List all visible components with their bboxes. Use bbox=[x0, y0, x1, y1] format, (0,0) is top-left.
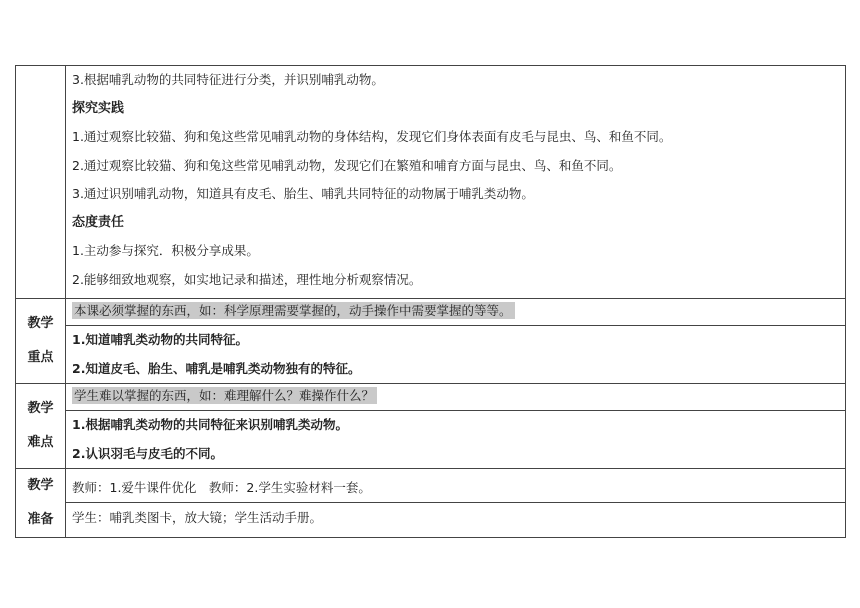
preparation-row bbox=[16, 469, 846, 538]
difficulties-hint: 学生难以掌握的东西，如：难理解什么？难操作什么？ bbox=[72, 387, 377, 404]
preparation-content bbox=[66, 469, 846, 538]
key-points-label bbox=[16, 299, 66, 384]
key-points-row bbox=[16, 299, 846, 384]
difficulty-item-2: 2.认识羽毛与皮毛的不同。 bbox=[72, 445, 223, 461]
key-points-items bbox=[66, 325, 845, 383]
preparation-label-top: 教学 bbox=[27, 478, 54, 493]
practice-heading: 探究实践 bbox=[72, 100, 125, 116]
key-points-label-top: 教学 bbox=[27, 316, 54, 331]
difficulty-item-1: 1.根据哺乳类动物的共同特征来识别哺乳类动物。 bbox=[72, 417, 348, 432]
difficulties-label-top: 教学 bbox=[27, 401, 54, 416]
difficulties-items bbox=[66, 410, 845, 468]
key-points-content bbox=[66, 299, 846, 384]
practice-item-3: 3.通过识别哺乳动物，知道具有皮毛、胎生、哺乳共同特征的动物属于哺乳类动物。 bbox=[72, 186, 534, 201]
key-points-hint-line bbox=[66, 299, 845, 325]
preparation-teacher: 教师：1.爱牛课件优化 教师：2.学生实验材料一套。 bbox=[72, 480, 371, 495]
knowledge-item-3: 3.根据哺乳动物的共同特征进行分类，并识别哺乳动物。 bbox=[72, 72, 384, 87]
difficulties-content bbox=[66, 384, 846, 469]
practice-item-1: 1.通过观察比较猫、狗和兔这些常见哺乳动物的身体结构，发现它们身体表面有皮毛与昆虫、鸟、和鱼不同。 bbox=[72, 129, 672, 144]
objectives-content bbox=[66, 66, 846, 299]
attitude-heading: 态度责任 bbox=[72, 214, 125, 230]
practice-item-2: 2.通过观察比较猫、狗和兔这些常见哺乳动物，发现它们在繁殖和哺育方面与昆虫、鸟、和鱼不同。 bbox=[72, 157, 622, 173]
difficulties-hint-line bbox=[66, 384, 845, 410]
difficulties-label-bottom: 难点 bbox=[27, 435, 54, 450]
attitude-item-2: 2.能够细致地观察，如实地记录和描述，理性地分析观察情况。 bbox=[72, 271, 422, 287]
preparation-label-bottom: 准备 bbox=[27, 512, 54, 527]
attitude-item-1: 1.主动参与探究．积极分享成果。 bbox=[72, 243, 259, 258]
objectives-label-cell bbox=[16, 66, 66, 299]
objectives-row bbox=[16, 66, 846, 299]
preparation-student: 学生：哺乳类图卡，放大镜；学生活动手册。 bbox=[66, 502, 845, 532]
difficulties-label bbox=[16, 384, 66, 469]
key-point-item-2: 2.知道皮毛、胎生、哺乳是哺乳类动物独有的特征。 bbox=[72, 360, 361, 376]
lesson-plan-table bbox=[15, 65, 846, 538]
key-points-hint: 本课必须掌握的东西，如：科学原理需要掌握的，动手操作中需要掌握的等等。 bbox=[72, 302, 515, 319]
difficulties-row bbox=[16, 384, 846, 469]
preparation-label bbox=[16, 469, 66, 538]
key-point-item-1: 1.知道哺乳类动物的共同特征。 bbox=[72, 332, 248, 347]
key-points-label-bottom: 重点 bbox=[27, 350, 54, 365]
